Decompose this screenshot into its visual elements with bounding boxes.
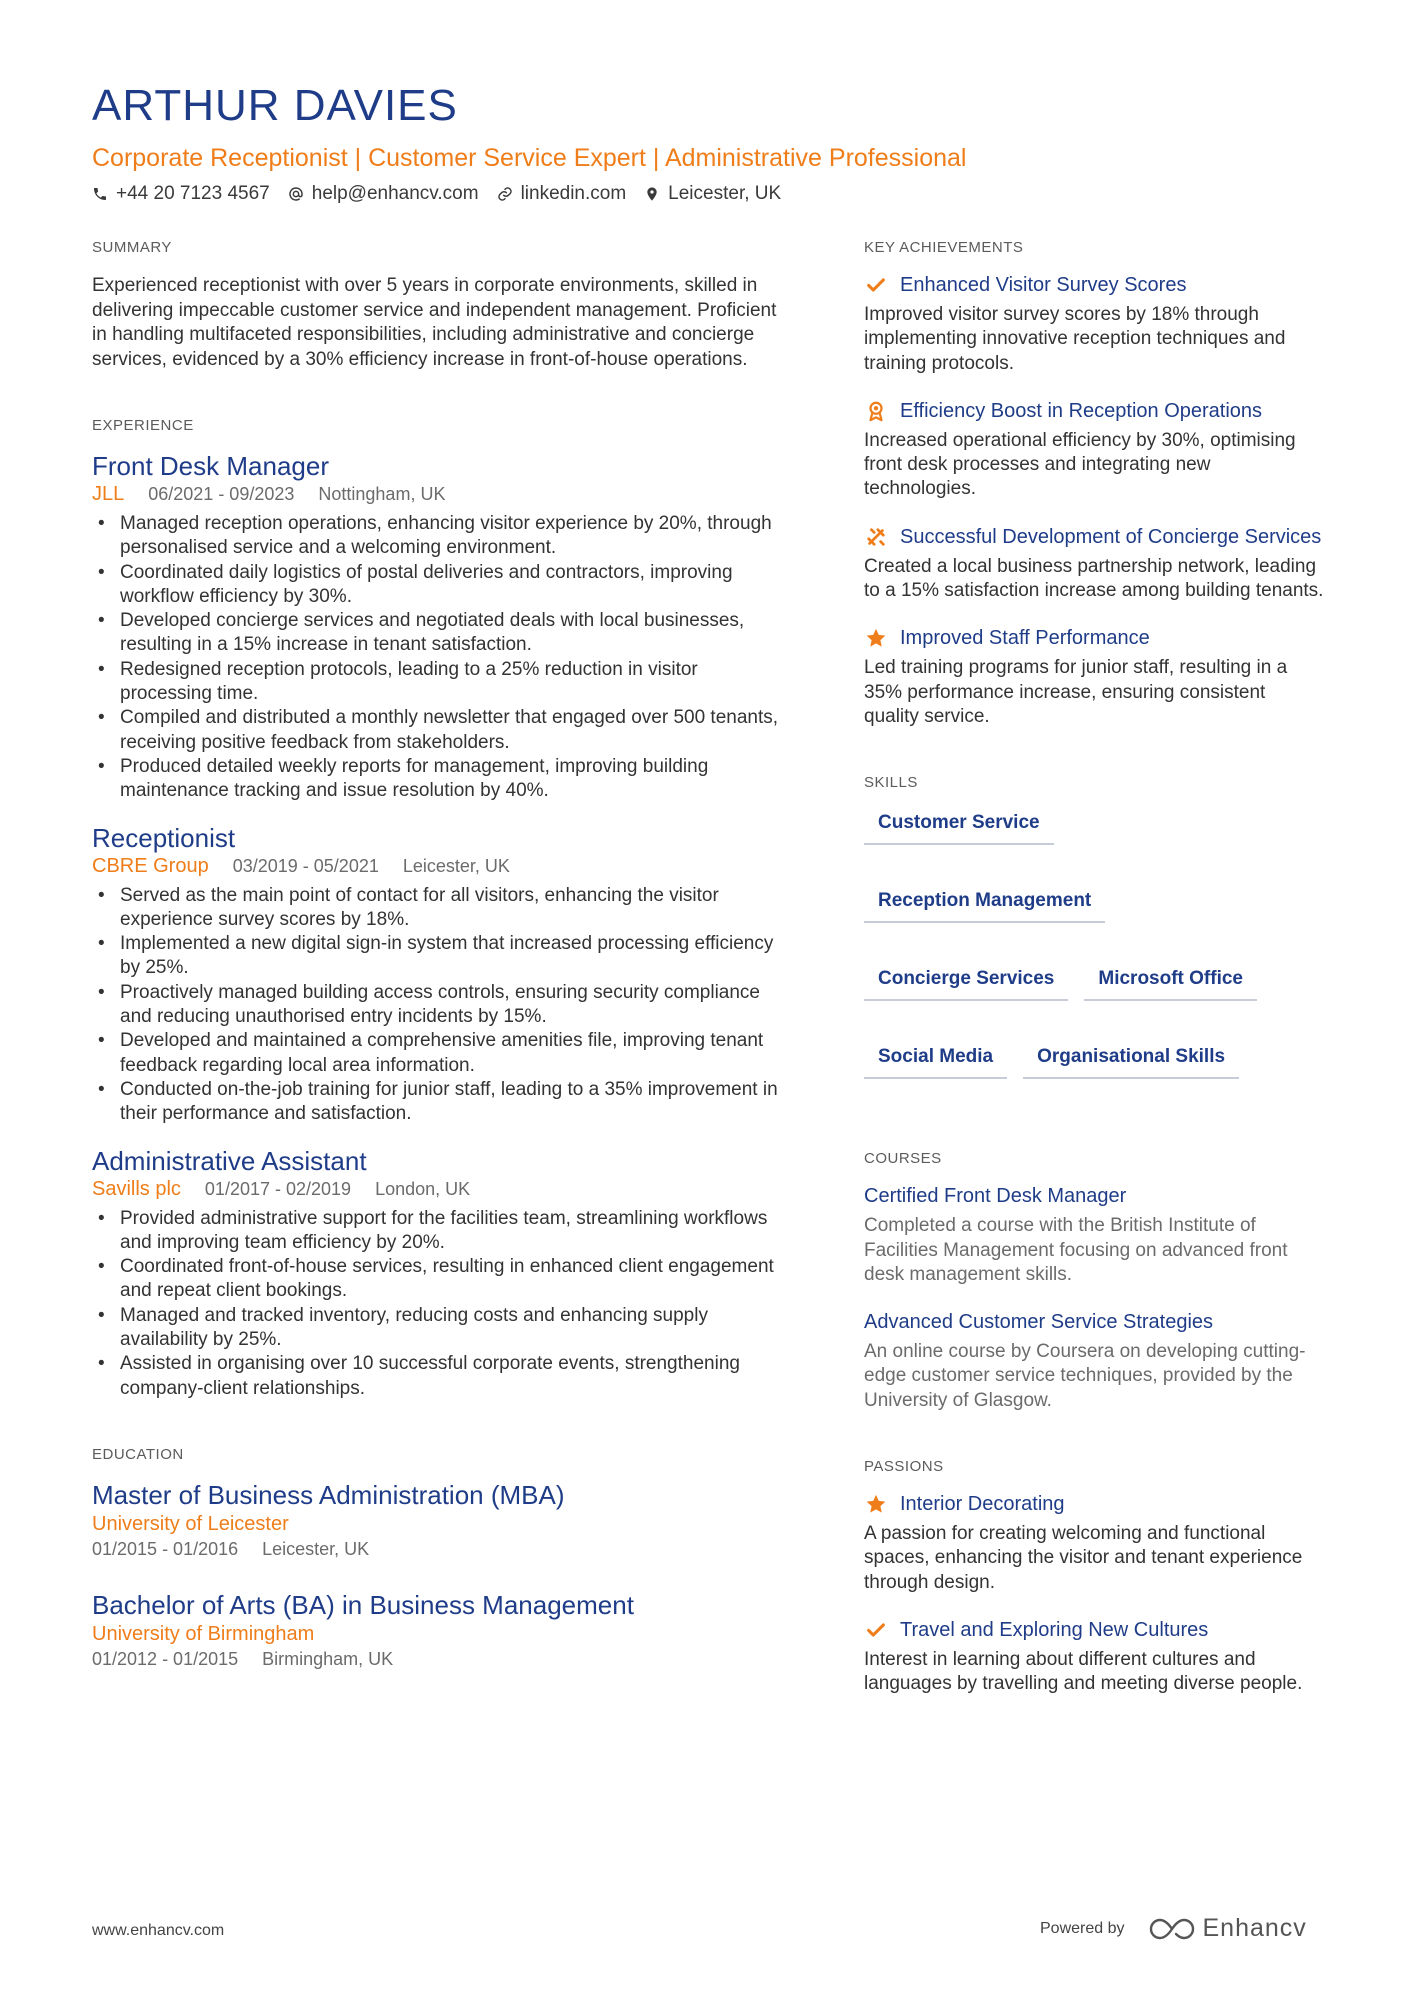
check-icon: [864, 1617, 888, 1643]
section-title-achievements: KEY ACHIEVEMENTS: [864, 239, 1024, 256]
passion-title: Interior Decorating: [900, 1493, 1065, 1516]
course-desc: An online course by Coursera on developing cutting-edge customer service techniques, provided by the University of Glasgow.: [864, 1341, 1306, 1411]
skill-tag: Organisational Skills: [1023, 1045, 1239, 1079]
contact-email[interactable]: [288, 180, 479, 208]
education-entry: [92, 1589, 792, 1671]
job-bullet: • Produced detailed weekly reports for management, improving building maintenance tracking and issue resolution by 40%.: [92, 755, 792, 804]
infinity-logo-icon: [1149, 1916, 1195, 1942]
contact-location: [644, 180, 781, 208]
achievement-title: Improved Staff Performance: [900, 627, 1150, 650]
job-entry: [92, 450, 792, 804]
education-location: Leicester, UK: [262, 1538, 370, 1559]
job-entry: [92, 1145, 792, 1401]
phone-icon: [92, 186, 108, 202]
passion-desc: A passion for creating welcoming and functional spaces, enhancing the visitor and tenant experience through design.: [864, 1523, 1303, 1593]
course-desc: Completed a course with the British Institute of Facilities Management focusing on advanced front desk management skills.: [864, 1215, 1288, 1285]
achievement-desc: Led training programs for junior staff, resulting in a 35% performance increase, ensuring consistent quality service.: [864, 657, 1288, 727]
section-title-experience: EXPERIENCE: [92, 417, 194, 434]
experience-section: [92, 416, 792, 1401]
education-entry: [92, 1479, 792, 1561]
contact-linkedin[interactable]: [497, 180, 627, 208]
job-bullet: • Implemented a new digital sign-in system that increased processing efficiency by 25%.: [92, 932, 792, 981]
job-dates: 01/2017 - 02/2019: [204, 1178, 352, 1199]
job-title: Front Desk Manager: [92, 451, 329, 481]
job-entry: [92, 822, 792, 1127]
resume-header: [92, 80, 1322, 208]
achievement-desc: Increased operational efficiency by 30%, optimising front desk processes and integrating new technologies.: [864, 429, 1296, 500]
job-bullet: • Provided administrative support for the facilities team, streamlining workflows and improving team efficiency by 20%.: [92, 1207, 792, 1256]
skills-list: [864, 811, 1324, 1079]
achievement-title: Successful Development of Concierge Services: [900, 525, 1322, 548]
job-bullet: • Assisted in organising over 10 successful corporate events, strengthening company-client relationships.: [92, 1352, 792, 1401]
star-icon: [864, 1491, 888, 1517]
achievement-item: [864, 398, 1324, 502]
skills-section: [864, 773, 1324, 1079]
left-column: [92, 238, 792, 1671]
job-meta: [92, 1177, 792, 1201]
achievements-section: [864, 238, 1324, 729]
achievement-item: [864, 625, 1324, 729]
job-bullet: • Redesigned reception protocols, leading to a 25% reduction in visitor processing time.: [92, 658, 792, 707]
education-dates: 01/2012 - 01/2015: [92, 1648, 239, 1669]
passion-title: Travel and Exploring New Cultures: [900, 1618, 1209, 1641]
award-icon: [864, 398, 888, 424]
passion-item: [864, 1491, 1324, 1595]
job-meta: [92, 854, 792, 878]
achievement-item: [864, 272, 1324, 376]
passion-item: [864, 1617, 1324, 1697]
link-icon: [497, 186, 513, 202]
job-company: JLL: [92, 483, 125, 505]
job-bullet: • Developed and maintained a comprehensive amenities file, improving tenant feedback regarding local area information.: [92, 1029, 792, 1078]
section-title-summary: SUMMARY: [92, 239, 172, 256]
achievement-title: Efficiency Boost in Reception Operations: [900, 399, 1263, 422]
achievement-desc: Improved visitor survey scores by 18% through implementing innovative reception techniques and training protocols.: [864, 304, 1286, 374]
achievement-title: Enhanced Visitor Survey Scores: [900, 274, 1187, 296]
job-bullet: • Coordinated front-of-house services, resulting in enhanced client engagement and repeat client bookings.: [92, 1255, 792, 1304]
job-bullet: • Managed reception operations, enhancing visitor experience by 20%, through personalised service and a welcoming environment.: [92, 512, 792, 561]
education-meta: [92, 1647, 792, 1671]
job-company: CBRE Group: [92, 854, 209, 877]
brand-logo[interactable]: [1149, 1914, 1307, 1943]
job-bullet: • Coordinated daily logistics of postal deliveries and contractors, improving workflow efficiency by 30%.: [92, 561, 792, 610]
job-title: Receptionist: [92, 822, 236, 853]
job-title: Administrative Assistant: [92, 1145, 367, 1176]
location-text: Leicester, UK: [668, 183, 782, 204]
passions-section: [864, 1457, 1324, 1696]
star-icon: [864, 625, 888, 651]
education-school: University of Leicester: [92, 1512, 289, 1535]
summary-text: Experienced receptionist with over 5 years in corporate environments, skilled in delivering impeccable customer service and independent management. Proficient in handling multifaceted responsibilities, including administrative and concierge services, evidenced by a 30% efficiency increase in front-of-house operations.: [92, 275, 777, 370]
job-bullet: • Conducted on-the-job training for junior staff, leading to a 35% improvement in their performance and satisfaction.: [92, 1078, 792, 1127]
job-bullets: [92, 512, 792, 804]
course-title: Advanced Customer Service Strategies: [864, 1311, 1214, 1334]
powered-by-label: Powered by: [1040, 1919, 1125, 1937]
job-company: Savills plc: [92, 1177, 181, 1200]
tools-icon: [864, 524, 888, 550]
education-degree: Bachelor of Arts (BA) in Business Management: [92, 1589, 634, 1620]
section-title-passions: PASSIONS: [864, 1458, 944, 1476]
summary-section: [92, 238, 792, 372]
education-dates: 01/2015 - 01/2016: [92, 1538, 239, 1559]
phone-text: +44 20 7123 4567: [116, 183, 270, 204]
footer-branding: [1040, 1914, 1307, 1943]
job-location: London, UK: [375, 1178, 471, 1199]
email-text: help@enhancv.com: [311, 183, 479, 204]
job-bullet: • Served as the main point of contact for all visitors, enhancing the visitor experience survey scores by 18%.: [92, 884, 792, 933]
course-item: [864, 1309, 1324, 1413]
course-title: Certified Front Desk Manager: [864, 1185, 1127, 1208]
job-bullet: • Managed and tracked inventory, reducing costs and enhancing supply availability by 25%.: [92, 1304, 792, 1353]
job-bullets: [92, 884, 792, 1127]
location-pin-icon: [644, 186, 660, 202]
job-bullet: • Proactively managed building access controls, ensuring security compliance and reducing unauthorised entry incidents by 15%.: [92, 981, 792, 1030]
contact-row: [92, 180, 1322, 208]
achievement-item: [864, 524, 1324, 604]
courses-section: [864, 1149, 1324, 1413]
job-bullets: [92, 1207, 792, 1401]
education-location: Birmingham, UK: [262, 1648, 394, 1669]
job-bullet: • Developed concierge services and negotiated deals with local businesses, resulting in a 15% increase in tenant satisfaction.: [92, 609, 792, 658]
passion-desc: Interest in learning about different cultures and languages by travelling and meeting diverse people.: [864, 1648, 1303, 1695]
skill-tag: Reception Management: [864, 889, 1105, 923]
skill-tag: Social Media: [864, 1045, 1007, 1079]
skill-tag: Concierge Services: [864, 967, 1068, 1001]
job-meta: [92, 482, 792, 506]
section-title-skills: SKILLS: [864, 774, 918, 792]
education-meta: [92, 1537, 792, 1561]
job-location: Nottingham, UK: [318, 484, 446, 504]
right-column: [864, 238, 1324, 1697]
footer-website-link[interactable]: www.enhancv.com: [92, 1922, 225, 1939]
job-dates: 03/2019 - 05/2021: [232, 855, 379, 876]
job-dates: 06/2021 - 09/2023: [148, 484, 295, 504]
achievement-desc: Created a local business partnership network, leading to a 15% satisfaction increase among building tenants.: [864, 555, 1324, 602]
linkedin-text: linkedin.com: [520, 183, 627, 204]
education-school: University of Birmingham: [92, 1622, 315, 1645]
section-title-education: EDUCATION: [92, 1445, 184, 1463]
headline: Corporate Receptionist | Customer Service Expert | Administrative Professional: [92, 144, 967, 172]
brand-name: Enhancv: [1202, 1914, 1307, 1942]
course-item: [864, 1183, 1324, 1287]
job-bullet: • Compiled and distributed a monthly newsletter that engaged over 500 tenants, receiving positive feedback from stakeholders.: [92, 706, 792, 755]
education-degree: Master of Business Administration (MBA): [92, 1479, 565, 1510]
contact-phone[interactable]: [92, 180, 270, 208]
at-icon: [288, 186, 304, 202]
education-section: [92, 1445, 792, 1671]
candidate-name: ARTHUR DAVIES: [92, 81, 458, 130]
check-icon: [864, 272, 888, 298]
section-title-courses: COURSES: [864, 1150, 942, 1168]
skill-tag: Microsoft Office: [1084, 967, 1257, 1001]
skill-tag: Customer Service: [864, 811, 1054, 845]
job-location: Leicester, UK: [402, 855, 510, 876]
